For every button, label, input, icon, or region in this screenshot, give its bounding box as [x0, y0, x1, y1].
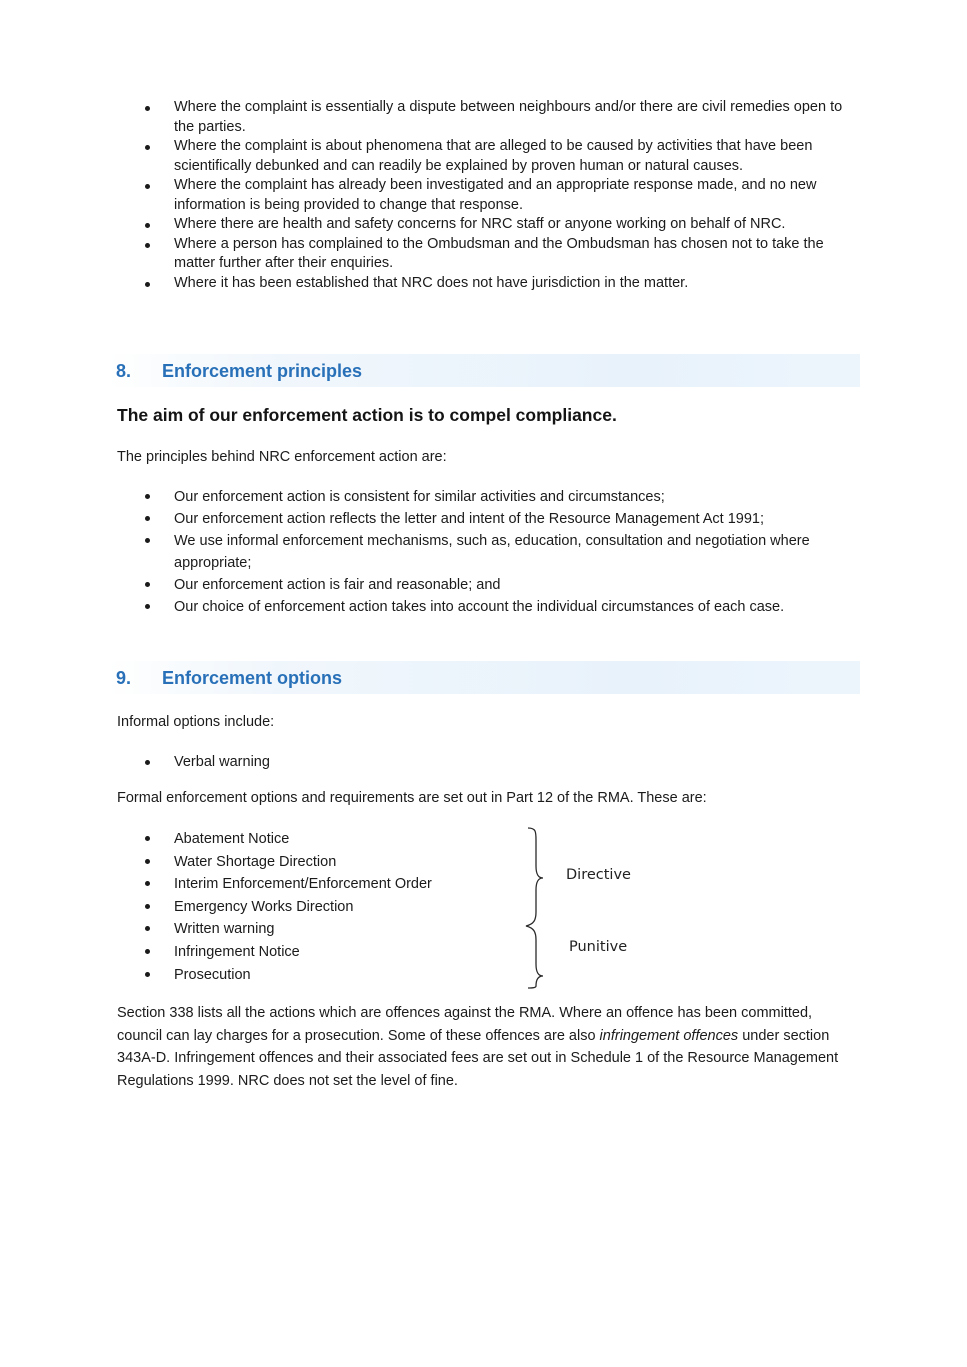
paragraph-text: Section 338 lists all the actions which are offences against the RMA. Where an offence has been committed, council can lay charges for a prosecution. Some of these offences are also: [117, 1005, 813, 1044]
bullet-icon: [145, 106, 150, 111]
list-item: [117, 596, 862, 618]
list-item: [117, 918, 537, 941]
bullet-icon: [145, 282, 150, 287]
bullet-icon: [145, 760, 150, 765]
paragraph-text: under section 343A-D. Infringement offences and their associated fees are set out in Schedule 1 of the Resource Management Regulations 1999. NRC does not set the level of fine.: [117, 1027, 839, 1089]
punitive-label: Punitive: [569, 939, 628, 955]
formal-options-intro: Formal enforcement options and requirements are set out in Part 12 of the RMA. These are:: [117, 790, 707, 806]
list-item-text: Where the complaint has already been investigated and an appropriate response made, and no new information is being provided to change that response.: [174, 177, 817, 213]
aim-statement: The aim of our enforcement action is to compel compliance.: [117, 405, 617, 425]
informal-options-list: [117, 752, 862, 772]
list-item-text: Verbal warning: [174, 754, 270, 770]
list-item: [117, 896, 537, 919]
bullet-icon: [145, 881, 150, 886]
list-item: [117, 964, 537, 987]
list-item: [117, 508, 862, 530]
list-item-text: Our enforcement action reflects the letter and intent of the Resource Management Act 1991;: [174, 511, 765, 527]
list-item-text: Written warning: [174, 921, 275, 938]
bullet-icon: [145, 836, 150, 841]
complaint-exclusions-list: [117, 98, 862, 293]
section-338-paragraph: [117, 1002, 852, 1092]
list-item: [117, 941, 537, 964]
list-item-text: Abatement Notice: [174, 831, 290, 847]
bullet-icon: [145, 926, 150, 931]
formal-options-list: [117, 828, 537, 986]
list-item: [117, 274, 862, 294]
section-heading-enforcement-principles: [108, 354, 860, 387]
list-item-text: Interim Enforcement/Enforcement Order: [174, 876, 432, 893]
bullet-icon: [145, 859, 150, 864]
list-item-text: Where the complaint is about phenomena that are alleged to be caused by activities that have been scientifically debunked and can readily be explained by proven human or natural causes.: [174, 138, 813, 174]
list-item-text: Where a person has complained to the Ombudsman and the Ombudsman has chosen not to take the matter further after their enquiries.: [174, 235, 824, 271]
section-heading-enforcement-options: [108, 661, 860, 694]
list-item-text: We use informal enforcement mechanisms, such as, education, consultation and negotiation where appropriate;: [174, 533, 810, 571]
list-item-text: Infringement Notice: [174, 943, 300, 960]
directive-label: Directive: [566, 867, 631, 883]
informal-options-intro: Informal options include:: [117, 714, 275, 730]
grouping-brace-icon: [518, 826, 548, 990]
list-item-text: Our choice of enforcement action takes into account the individual circumstances of each case.: [174, 599, 785, 615]
bullet-icon: [145, 145, 150, 150]
bullet-icon: [145, 582, 150, 587]
infringement-offences-term: infringement offences: [599, 1027, 739, 1044]
list-item: [117, 530, 862, 574]
list-item: [117, 851, 537, 874]
bullet-icon: [145, 516, 150, 521]
bullet-icon: [145, 243, 150, 248]
list-item-text: Where there are health and safety concerns for NRC staff or anyone working on behalf of NRC.: [174, 216, 786, 232]
section-number: 8.: [116, 361, 132, 381]
list-item: [117, 752, 862, 772]
list-item: [117, 176, 862, 215]
list-item: [117, 137, 862, 176]
list-item-text: Our enforcement action is consistent for similar activities and circumstances;: [174, 489, 665, 505]
bullet-icon: [145, 223, 150, 228]
list-item: [117, 486, 862, 508]
principles-intro: The principles behind NRC enforcement action are:: [117, 449, 447, 465]
section-title: Enforcement options: [162, 668, 343, 688]
bullet-icon: [145, 949, 150, 954]
list-item-text: Where the complaint is essentially a dispute between neighbours and/or there are civil remedies open to the parties.: [174, 99, 843, 135]
list-item-text: Where it has been established that NRC does not have jurisdiction in the matter.: [174, 274, 689, 291]
list-item: [117, 873, 537, 896]
list-item-text: Prosecution: [174, 966, 251, 983]
bullet-icon: [145, 538, 150, 543]
bullet-icon: [145, 604, 150, 609]
bullet-icon: [145, 904, 150, 909]
section-number: 9.: [116, 668, 132, 688]
principles-list: [117, 486, 862, 618]
list-item-text: Water Shortage Direction: [174, 853, 337, 870]
bullet-icon: [145, 184, 150, 189]
bullet-icon: [145, 494, 150, 499]
section-title: Enforcement principles: [162, 361, 363, 381]
list-item: [117, 235, 862, 274]
bullet-icon: [145, 972, 150, 977]
list-item: [117, 98, 862, 137]
list-item: [117, 828, 537, 851]
list-item: [117, 215, 862, 235]
list-item: [117, 574, 862, 596]
list-item-text: Emergency Works Direction: [174, 898, 354, 915]
list-item-text: Our enforcement action is fair and reasonable; and: [174, 577, 501, 593]
